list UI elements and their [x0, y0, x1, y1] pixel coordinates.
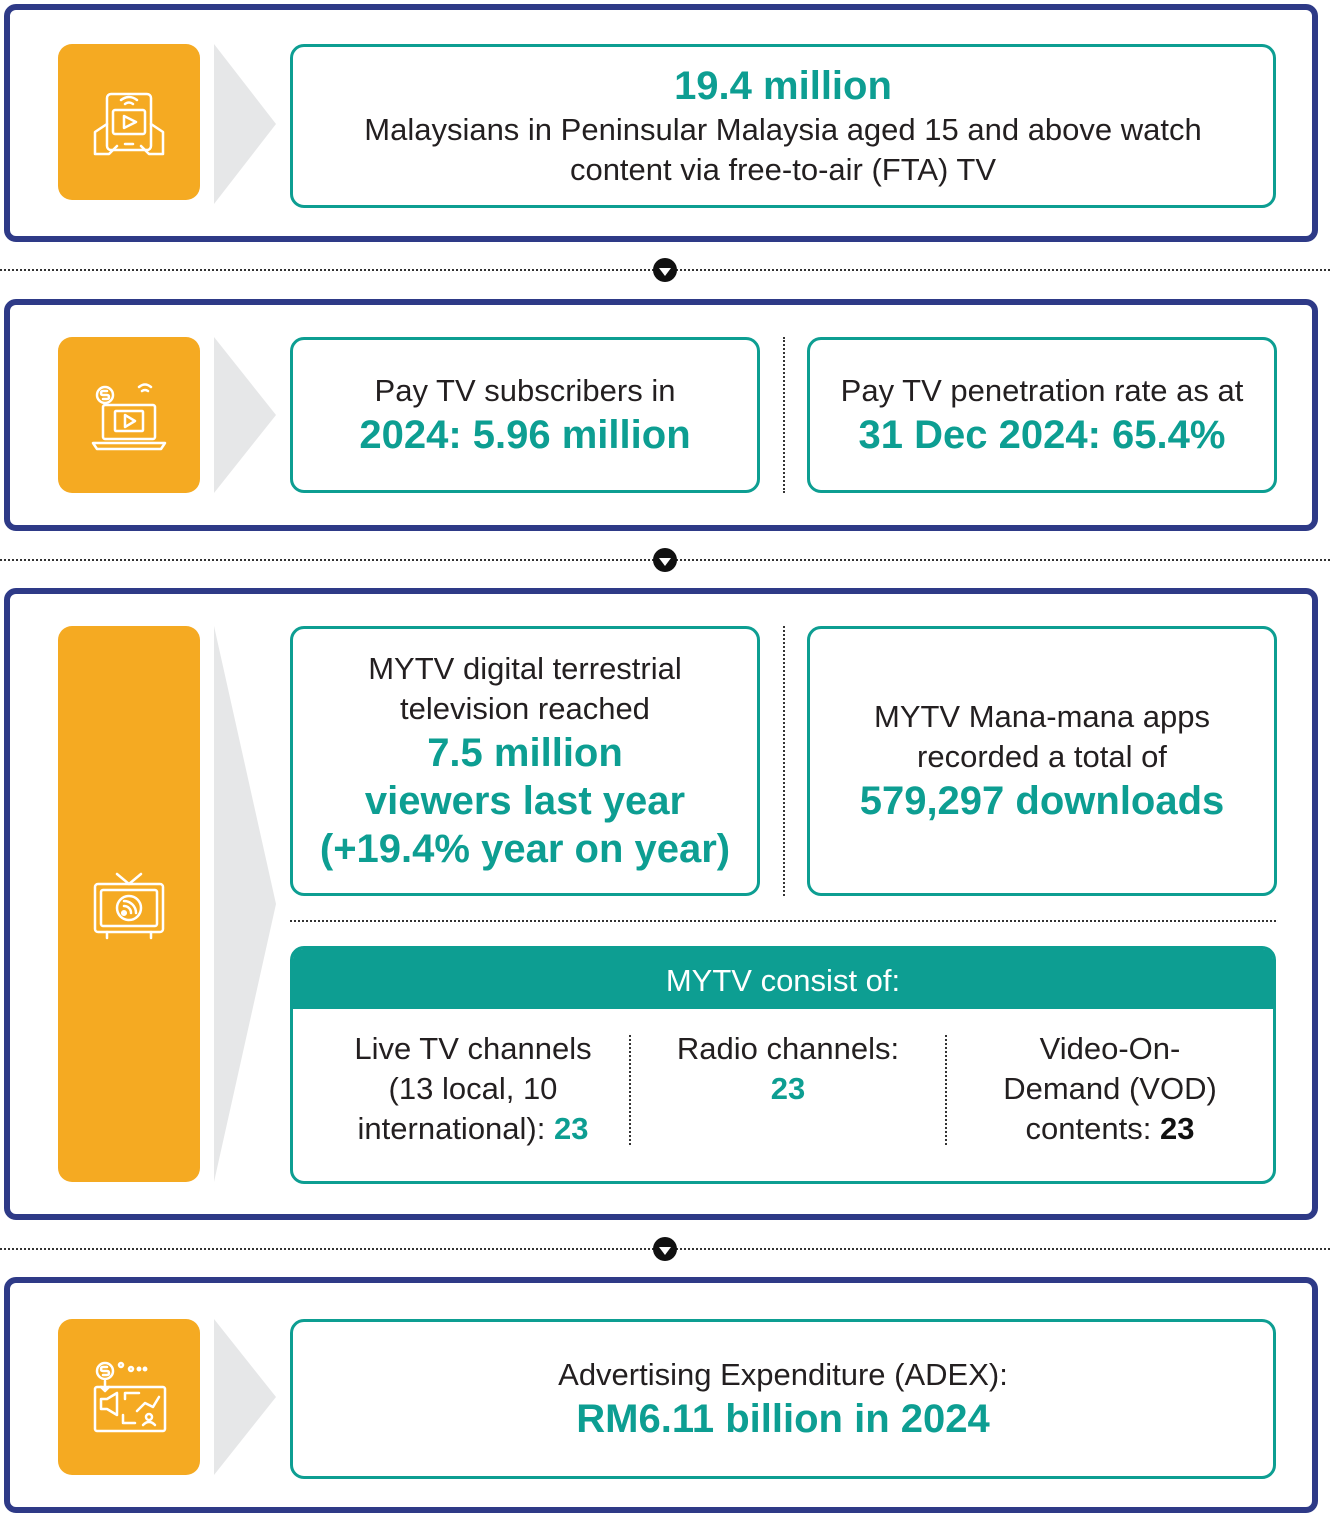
- paytv-penetration-card: [807, 337, 1277, 493]
- mytv-apps-value: 579,297 downloads: [859, 779, 1225, 823]
- adex-panel: [4, 1277, 1318, 1513]
- fta-headline: 19.4 million: [674, 64, 892, 108]
- fta-icon-box: [58, 44, 200, 200]
- mytv-apps-line2: recorded a total of: [917, 739, 1167, 774]
- live-value: 23: [553, 1111, 589, 1146]
- consist-divider-1: [629, 1035, 631, 1145]
- paytv-divider: [783, 337, 785, 493]
- paytv-penetration-label: Pay TV penetration rate as at: [840, 373, 1244, 408]
- vod-line1: Video-On-: [1039, 1031, 1181, 1066]
- mytv-cards-divider: [783, 626, 785, 896]
- mytv-apps-card: [807, 626, 1277, 896]
- mytv-reach-card: [290, 626, 760, 896]
- adex-label: Advertising Expenditure (ADEX):: [558, 1357, 1008, 1392]
- paytv-arrow: [214, 337, 278, 493]
- live-line1: Live TV channels: [354, 1031, 592, 1066]
- separator-2-dot: [653, 548, 677, 572]
- radio-line1: Radio channels:: [676, 1031, 900, 1066]
- paytv-subscribers-value: 2024: 5.96 million: [359, 413, 691, 457]
- laptop-paytv-icon: [87, 373, 171, 457]
- fta-card: [290, 44, 1276, 208]
- paytv-panel: [4, 299, 1318, 531]
- adex-value: RM6.11 billion in 2024: [576, 1397, 990, 1441]
- mytv-panel: [4, 588, 1318, 1220]
- paytv-penetration-value: 31 Dec 2024: 65.4%: [858, 413, 1226, 457]
- mytv-radio-channels: [653, 1029, 923, 1109]
- radio-value: 23: [770, 1071, 806, 1106]
- paytv-icon-box: [58, 337, 200, 493]
- adex-icon-box: [58, 1319, 200, 1475]
- live-line3-wrap: [323, 1109, 623, 1149]
- advertising-icon: [87, 1355, 171, 1439]
- vod-line3: contents:: [1025, 1111, 1160, 1146]
- mytv-reach-value3: (+19.4% year on year): [319, 827, 731, 871]
- vod-line3-wrap: [965, 1109, 1255, 1149]
- mytv-reach-value1: 7.5 million: [427, 731, 623, 775]
- mytv-inner-separator: [290, 920, 1276, 922]
- paytv-subscribers-label: Pay TV subscribers in: [374, 373, 676, 408]
- mytv-consist-title: MYTV consist of:: [293, 949, 1273, 1009]
- consist-divider-2: [945, 1035, 947, 1145]
- mytv-arrow: [214, 626, 278, 1182]
- fta-line1: Malaysians in Peninsular Malaysia aged 15 and above watch: [364, 112, 1202, 147]
- live-line2: (13 local, 10: [388, 1071, 558, 1106]
- separator-1-dot: [653, 258, 677, 282]
- mytv-vod-contents: [965, 1029, 1255, 1149]
- paytv-subscribers-card: [290, 337, 760, 493]
- mytv-live-channels: [323, 1029, 623, 1149]
- vod-value: 23: [1159, 1111, 1195, 1146]
- mytv-reach-line1: MYTV digital terrestrial: [368, 651, 682, 686]
- fta-arrow: [214, 44, 278, 204]
- mytv-consist-card: [290, 946, 1276, 1184]
- separator-3-dot: [653, 1237, 677, 1261]
- mytv-reach-line2: television reached: [400, 691, 650, 726]
- tv-broadcast-icon: [87, 862, 171, 946]
- mytv-apps-line1: MYTV Mana-mana apps: [874, 699, 1210, 734]
- vod-line2: Demand (VOD): [1003, 1071, 1217, 1106]
- mytv-icon-box: [58, 626, 200, 1182]
- tablet-play-icon: [87, 80, 171, 164]
- fta-panel: [4, 4, 1318, 242]
- adex-arrow: [214, 1319, 278, 1475]
- adex-card: [290, 1319, 1276, 1479]
- mytv-reach-value2: viewers last year: [364, 779, 686, 823]
- live-line3: international):: [357, 1111, 554, 1146]
- fta-line2: content via free-to-air (FTA) TV: [569, 152, 997, 187]
